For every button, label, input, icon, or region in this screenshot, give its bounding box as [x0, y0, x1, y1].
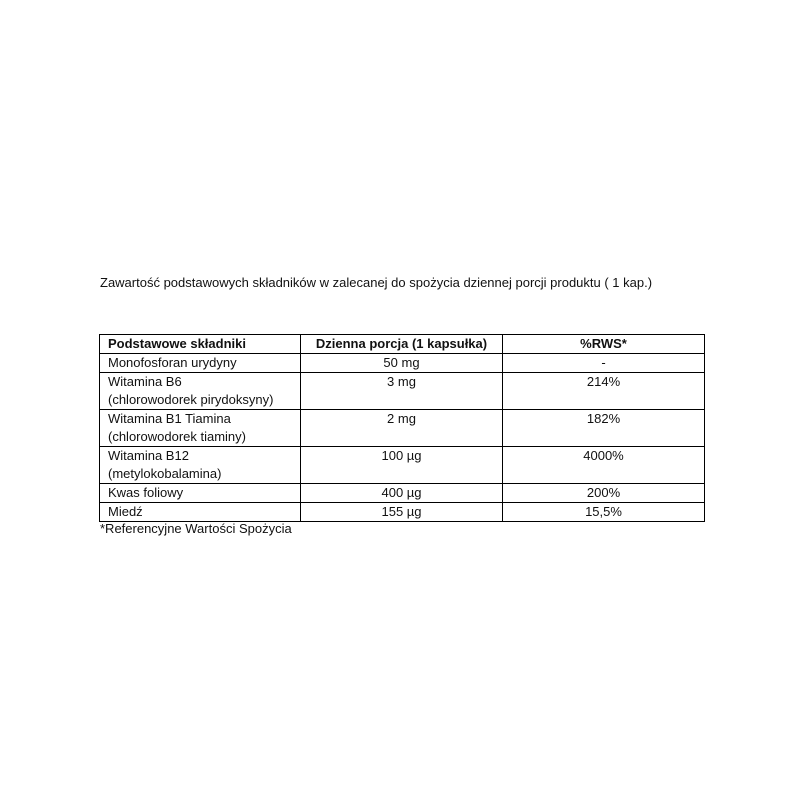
daily-dose: 3 mg: [301, 373, 503, 410]
ingredient-name: Kwas foliowy: [100, 484, 301, 503]
ingredient-name: Witamina B12 (metylokobalamina): [100, 447, 301, 484]
table-row: [100, 410, 705, 447]
ingredient-name: Witamina B1 Tiamina (chlorowodorek tiaminy): [100, 410, 301, 447]
daily-dose: 50 mg: [301, 354, 503, 373]
table-row: [100, 503, 705, 522]
ingredient-name: Miedź: [100, 503, 301, 522]
table-header-row: [100, 335, 705, 354]
rws-percent: 182%: [503, 410, 705, 447]
rws-percent: -: [503, 354, 705, 373]
daily-dose: 400 µg: [301, 484, 503, 503]
ingredient-name: Monofosforan urydyny: [100, 354, 301, 373]
daily-dose: 2 mg: [301, 410, 503, 447]
table-row: [100, 484, 705, 503]
rws-percent: 4000%: [503, 447, 705, 484]
column-header-ingredient: Podstawowe składniki: [100, 335, 301, 354]
column-header-rws: %RWS*: [503, 335, 705, 354]
ingredient-name: Witamina B6 (chlorowodorek pirydoksyny): [100, 373, 301, 410]
footnote: *Referencyjne Wartości Spożycia: [100, 521, 292, 536]
rws-percent: 15,5%: [503, 503, 705, 522]
table-row: [100, 354, 705, 373]
daily-dose: 100 µg: [301, 447, 503, 484]
table-row: [100, 373, 705, 410]
rws-percent: 214%: [503, 373, 705, 410]
column-header-daily-dose: Dzienna porcja (1 kapsułka): [301, 335, 503, 354]
ingredients-table: [99, 334, 705, 522]
table-row: [100, 447, 705, 484]
rws-percent: 200%: [503, 484, 705, 503]
table-caption: Zawartość podstawowych składników w zalecanej do spożycia dziennej porcji produktu ( 1 kap.): [100, 275, 653, 290]
daily-dose: 155 µg: [301, 503, 503, 522]
